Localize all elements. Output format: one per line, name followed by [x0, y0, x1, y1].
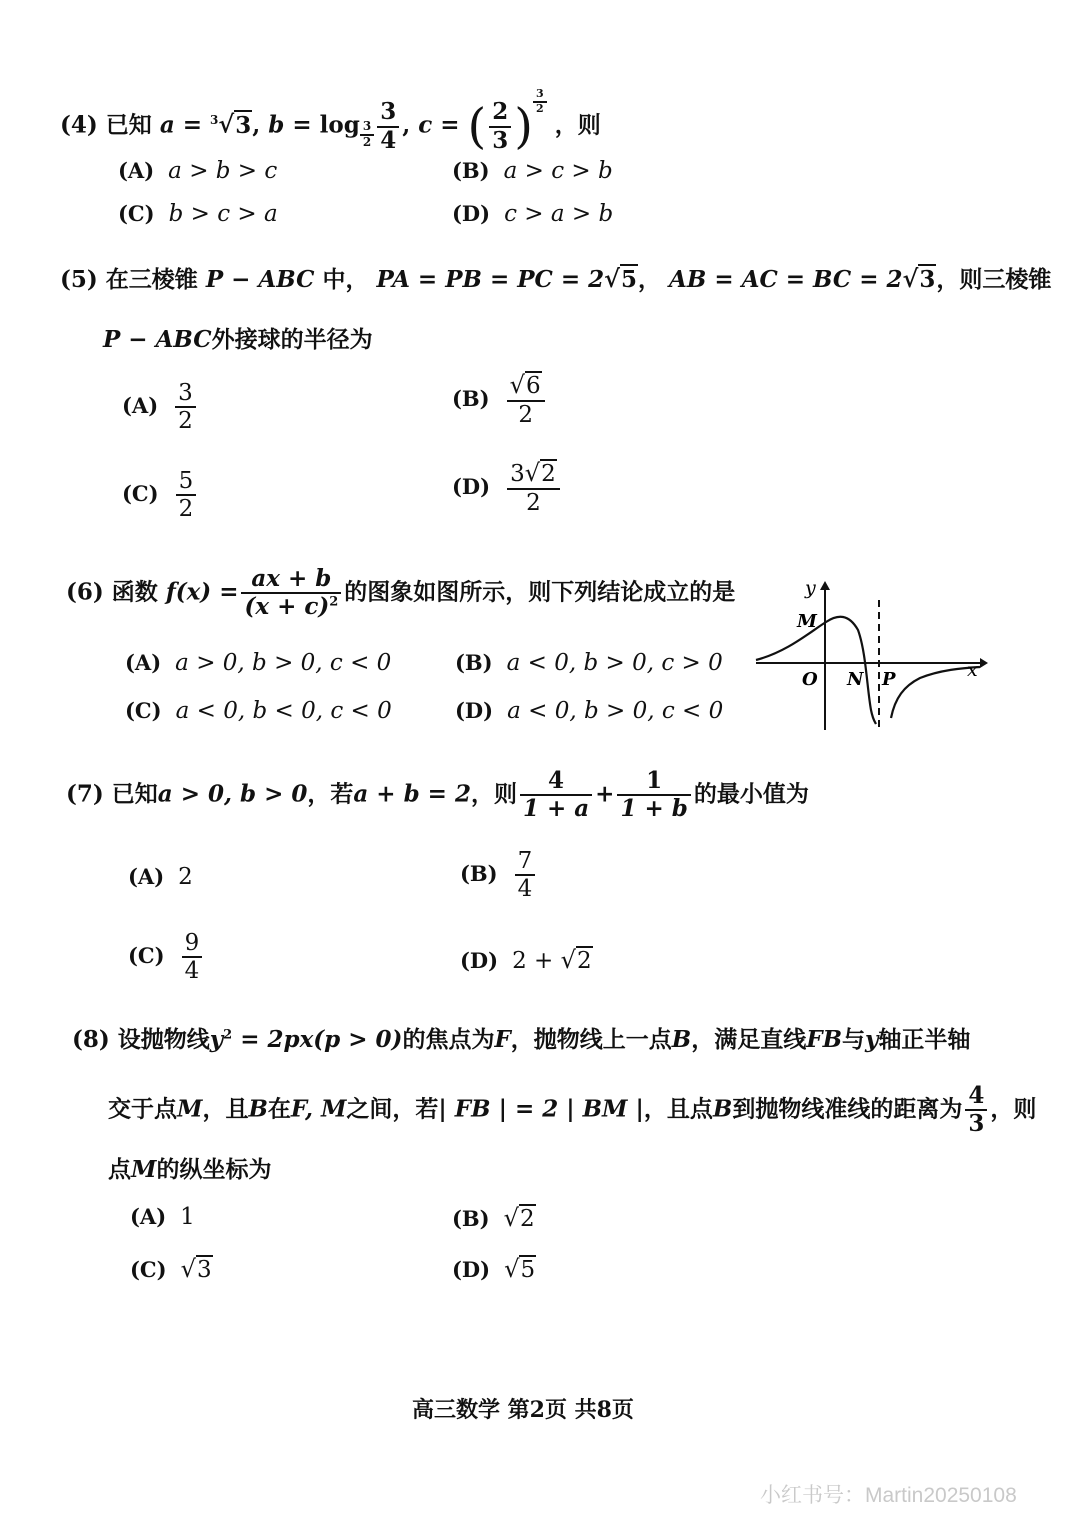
- q6-option-c[interactable]: (C) a < 0, b < 0, c < 0: [125, 698, 392, 724]
- q4-number: (4): [60, 111, 98, 139]
- q6-label-n: N: [847, 669, 864, 690]
- q6-function-graph: [752, 570, 992, 735]
- q4-option-a[interactable]: (A) a > b > c: [118, 158, 278, 184]
- q7-option-d[interactable]: (D) 2 + √2: [460, 946, 592, 974]
- q6-label-m: M: [797, 611, 817, 632]
- q5-option-b[interactable]: (B) $\frac{√6}{2}$: [452, 372, 548, 428]
- q6-label-y: y: [805, 577, 816, 599]
- q8-option-b[interactable]: (B) √2: [452, 1204, 535, 1232]
- q5-option-d[interactable]: (D) $\frac{3√2}{2}$: [452, 460, 563, 516]
- q6-stem: (6) 函数 f(x) = $\frac{ax + b}{(x + c)^2}$ 的图象如图所示，则下列结论成立的是: [66, 565, 736, 621]
- q7-option-a[interactable]: (A) 2: [128, 864, 193, 890]
- q4-stem: (4) 已知 a = $^3$√3, b = log $_{\frac{3}{2}}$ $\frac{3}{4}$ , c = ( $\frac{2}{3}$ ) $^{\frac{3}{2}}$ ，则: [60, 87, 601, 155]
- q4-text-suffix: ，则: [554, 111, 601, 139]
- q7-option-b[interactable]: (B) $\frac{7}{4}$: [460, 848, 538, 903]
- q5-stem-line2: P − ABC外接球的半径为: [103, 326, 373, 353]
- q8-stem-line3: 点M的纵坐标为: [108, 1156, 272, 1183]
- q4-option-d[interactable]: (D) c > a > b: [452, 201, 614, 227]
- q7-stem: (7) 已知a > 0, b > 0，若a + b = 2，则 $\frac{4}{1 + a}$ + $\frac{1}{1 + b}$ 的最小值为: [66, 767, 809, 823]
- q4-b-den: 4: [380, 126, 397, 154]
- q4-option-b[interactable]: (B) a > c > b: [452, 158, 613, 184]
- q4-text-prefix: 已知: [105, 111, 152, 139]
- q7-option-c[interactable]: (C) $\frac{9}{4}$: [128, 930, 205, 985]
- q4-b-num: 3: [377, 99, 399, 127]
- q8-option-c[interactable]: (C) √3: [130, 1255, 212, 1283]
- page-footer: 高三数学 第2页 共8页: [412, 1397, 634, 1423]
- q6-option-b[interactable]: (B) a < 0, b > 0, c > 0: [455, 650, 723, 676]
- q6-label-x: x: [967, 659, 978, 681]
- q5-option-a[interactable]: (A) $\frac{3}{2}$: [122, 380, 199, 435]
- q4-option-c[interactable]: (C) b > c > a: [118, 201, 278, 227]
- q6-label-p: P: [882, 669, 896, 690]
- q6-option-a[interactable]: (A) a > 0, b > 0, c < 0: [125, 650, 392, 676]
- q6-label-o: O: [802, 669, 818, 690]
- q5-option-c[interactable]: (C) $\frac{5}{2}$: [122, 468, 199, 523]
- q8-option-d[interactable]: (D) √5: [452, 1255, 536, 1283]
- q8-stem-line2: 交于点M，且B在F, M之间，若| FB | = 2 | BM |，且点B到抛物线准线的距离为 $\frac{4}{3}$ ，则: [108, 1082, 1037, 1138]
- q6-x-arrow: [980, 658, 988, 668]
- q6-y-arrow: [820, 581, 830, 590]
- q8-option-a[interactable]: (A) 1: [130, 1204, 195, 1230]
- q8-stem-line1: (8) 设抛物线$y^2 = 2px(p > 0)$的焦点为F，抛物线上一点B，满足直线FB与y轴正半轴: [72, 1026, 971, 1053]
- watermark: 小红书号：Martin20250108: [760, 1484, 1017, 1507]
- q6-option-d[interactable]: (D) a < 0, b > 0, c < 0: [455, 698, 724, 724]
- q5-stem-line1: (5) 在三棱锥 P − ABC 中， PA = PB = PC = 2√5， AB = AC = BC = 2√3，则三棱锥: [60, 264, 1052, 293]
